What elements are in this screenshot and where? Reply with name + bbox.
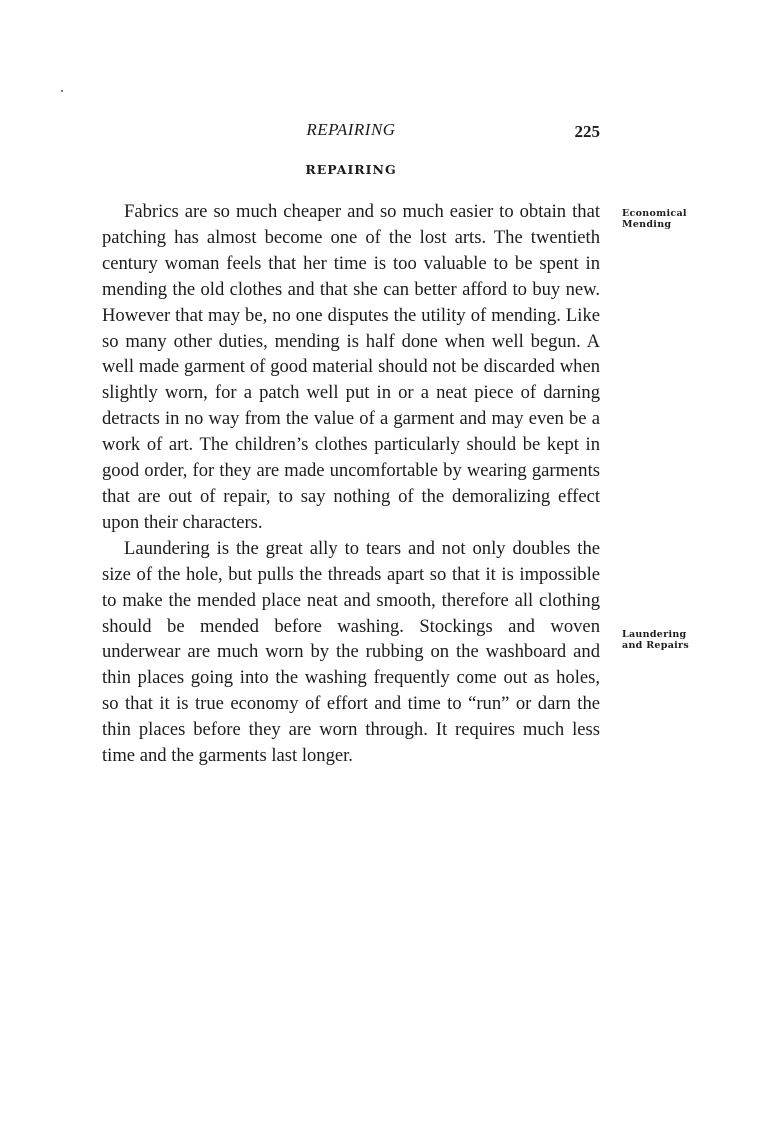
margin-note-line: Mending [622, 219, 672, 230]
margin-note-economical-mending [622, 208, 722, 230]
scan-speck [61, 90, 63, 92]
margin-note-line: Economical [622, 208, 687, 219]
section-heading: REPAIRING [305, 162, 397, 177]
paragraph-laundering-and-repairs: Laundering is the great ally to tears and not only doubles the size of the hole, but pulls the threads apart so that it is impossible to make the mended place neat and smooth, therefore all clothing should be mended before washing. Stockings and woven underwear are much worn by the rubbing on the washboard and thin places going into the washing frequently come out as holes, so that it is true economy of effort and time to “run” or darn the thin places before they are worn through. It requires much less time and the garments last longer. [102, 537, 600, 767]
body-text [102, 199, 600, 769]
running-header [102, 120, 600, 144]
paragraph-economical-mending: Fabrics are so much cheaper and so much easier to obtain that patching has almost become one of the lost arts. The twentieth century woman feels that her time is too valuable to be spent in mending the old clothes and that she can better afford to buy new. However that may be, no one disputes the utility of mending. Like so many other duties, mending is half done when well begun. A well made garment of good material should not be discarded when slightly worn, for a patch well put in or a neat piece of darning detracts in no way from the value of a garment and may even be a work of art. The children’s clothes particularly should be kept in good order, for they are made uncomfortable by wearing garments that are out of repair, to say nothing of the demoralizing effect upon their characters. [102, 201, 600, 533]
page-number: 225 [574, 122, 600, 141]
margin-note-line: Laundering [622, 629, 687, 640]
margin-note-laundering-and-repairs [622, 629, 722, 651]
margin-note-line: and Repairs [622, 640, 690, 651]
running-title: REPAIRING [306, 120, 396, 139]
